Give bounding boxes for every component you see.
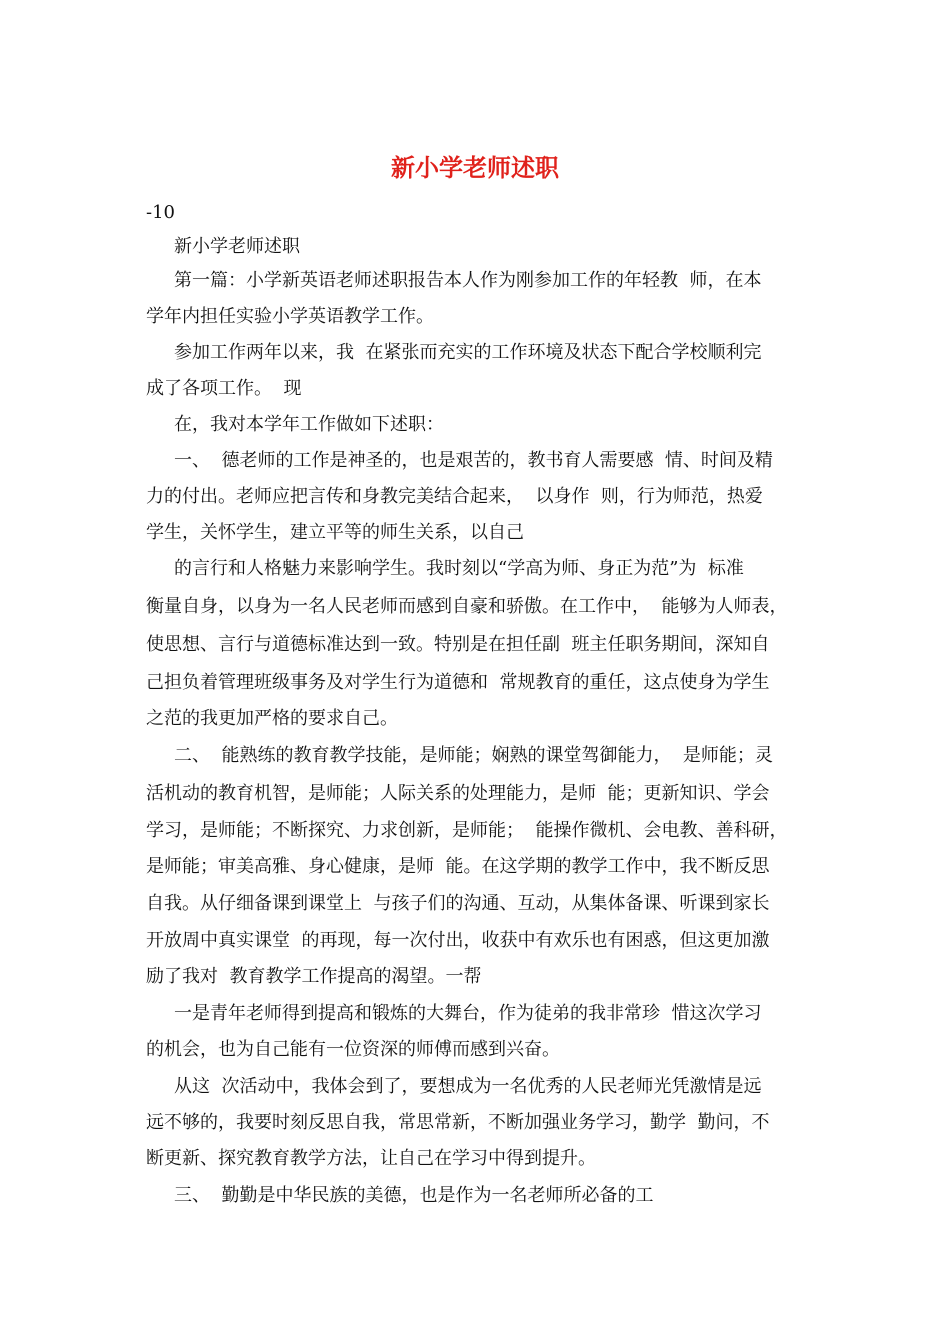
paragraph-line: 断更新、探究教育教学方法，让自己在学习中得到提升。 [146,1148,596,1169]
paragraph-line: 的言行和人格魅力来影响学生。我时刻以“学高为师、身正为范”为 标准 [174,558,744,579]
page-range-text: -10 [146,202,175,223]
paragraph-line: 之范的我更加严格的要求自己。 [146,708,398,729]
paragraph-line: 一、 德老师的工作是神圣的，也是艰苦的，教书育人需要感 情、时间及精 [174,450,773,471]
paragraph-line: 从这 次活动中，我体会到了，要想成为一名优秀的人民老师光凭激情是远 [174,1076,762,1097]
subtitle-line: 新小学老师述职 [174,236,300,257]
paragraph-line: 三、 勤勤是中华民族的美德，也是作为一名老师所必备的工 [174,1185,654,1206]
paragraph-line: 己担负着管理班级事务及对学生行为道德和 常规教育的重任，这点使身为学生 [146,672,770,693]
paragraph-line: 是师能；审美高雅、身心健康，是师 能。在这学期的教学工作中，我不断反思 [146,856,770,877]
paragraph-line: 的机会，也为自己能有一位资深的师傅而感到兴奋。 [146,1039,560,1060]
paragraph-line: 衡量自身，以身为一名人民老师而感到自豪和骄傲。在工作中， 能够为人师表， [146,596,788,617]
paragraph-line: 成了各项工作。 现 [146,378,302,399]
document-title: 新小学老师述职 [391,153,559,182]
paragraph-line: 开放周中真实课堂 的再现，每一次付出，收获中有欢乐也有困惑，但这更加激 [146,930,770,951]
paragraph-line: 一是青年老师得到提高和锻炼的大舞台，作为徒弟的我非常珍 惜这次学习 [174,1003,762,1024]
paragraph-line: 学生，关怀学生，建立平等的师生关系，以自己 [146,522,524,543]
paragraph-line: 远不够的，我要时刻反思自我，常思常新，不断加强业务学习，勤学 勤问，不 [146,1112,770,1133]
paragraph-line: 二、 能熟练的教育教学技能，是师能；娴熟的课堂驾御能力， 是师能；灵 [174,745,773,766]
paragraph-line: 第一篇：小学新英语老师述职报告本人作为刚参加工作的年轻教 师，在本 [174,270,762,291]
paragraph-line: 学年内担任实验小学英语教学工作。 [146,306,434,327]
paragraph-line: 使思想、言行与道德标准达到一致。特别是在担任副 班主任职务期间，深知自 [146,634,770,655]
paragraph-line: 励了我对 教育教学工作提高的渴望。一帮 [146,966,482,987]
paragraph-line: 在，我对本学年工作做如下述职： [174,414,444,435]
paragraph-line: 学习，是师能；不断探究、力求创新，是师能； 能操作微机、会电教、善科研， [146,820,788,841]
paragraph-line: 自我。从仔细备课到课堂上 与孩子们的沟通、互动，从集体备课、听课到家长 [146,893,770,914]
paragraph-line: 参加工作两年以来，我 在紧张而充实的工作环境及状态下配合学校顺利完 [174,342,762,363]
paragraph-line: 力的付出。老师应把言传和身教完美结合起来， 以身作 则，行为师范，热爱 [146,486,763,507]
paragraph-line: 活机动的教育机智，是师能；人际关系的处理能力，是师 能；更新知识、学会 [146,783,770,804]
